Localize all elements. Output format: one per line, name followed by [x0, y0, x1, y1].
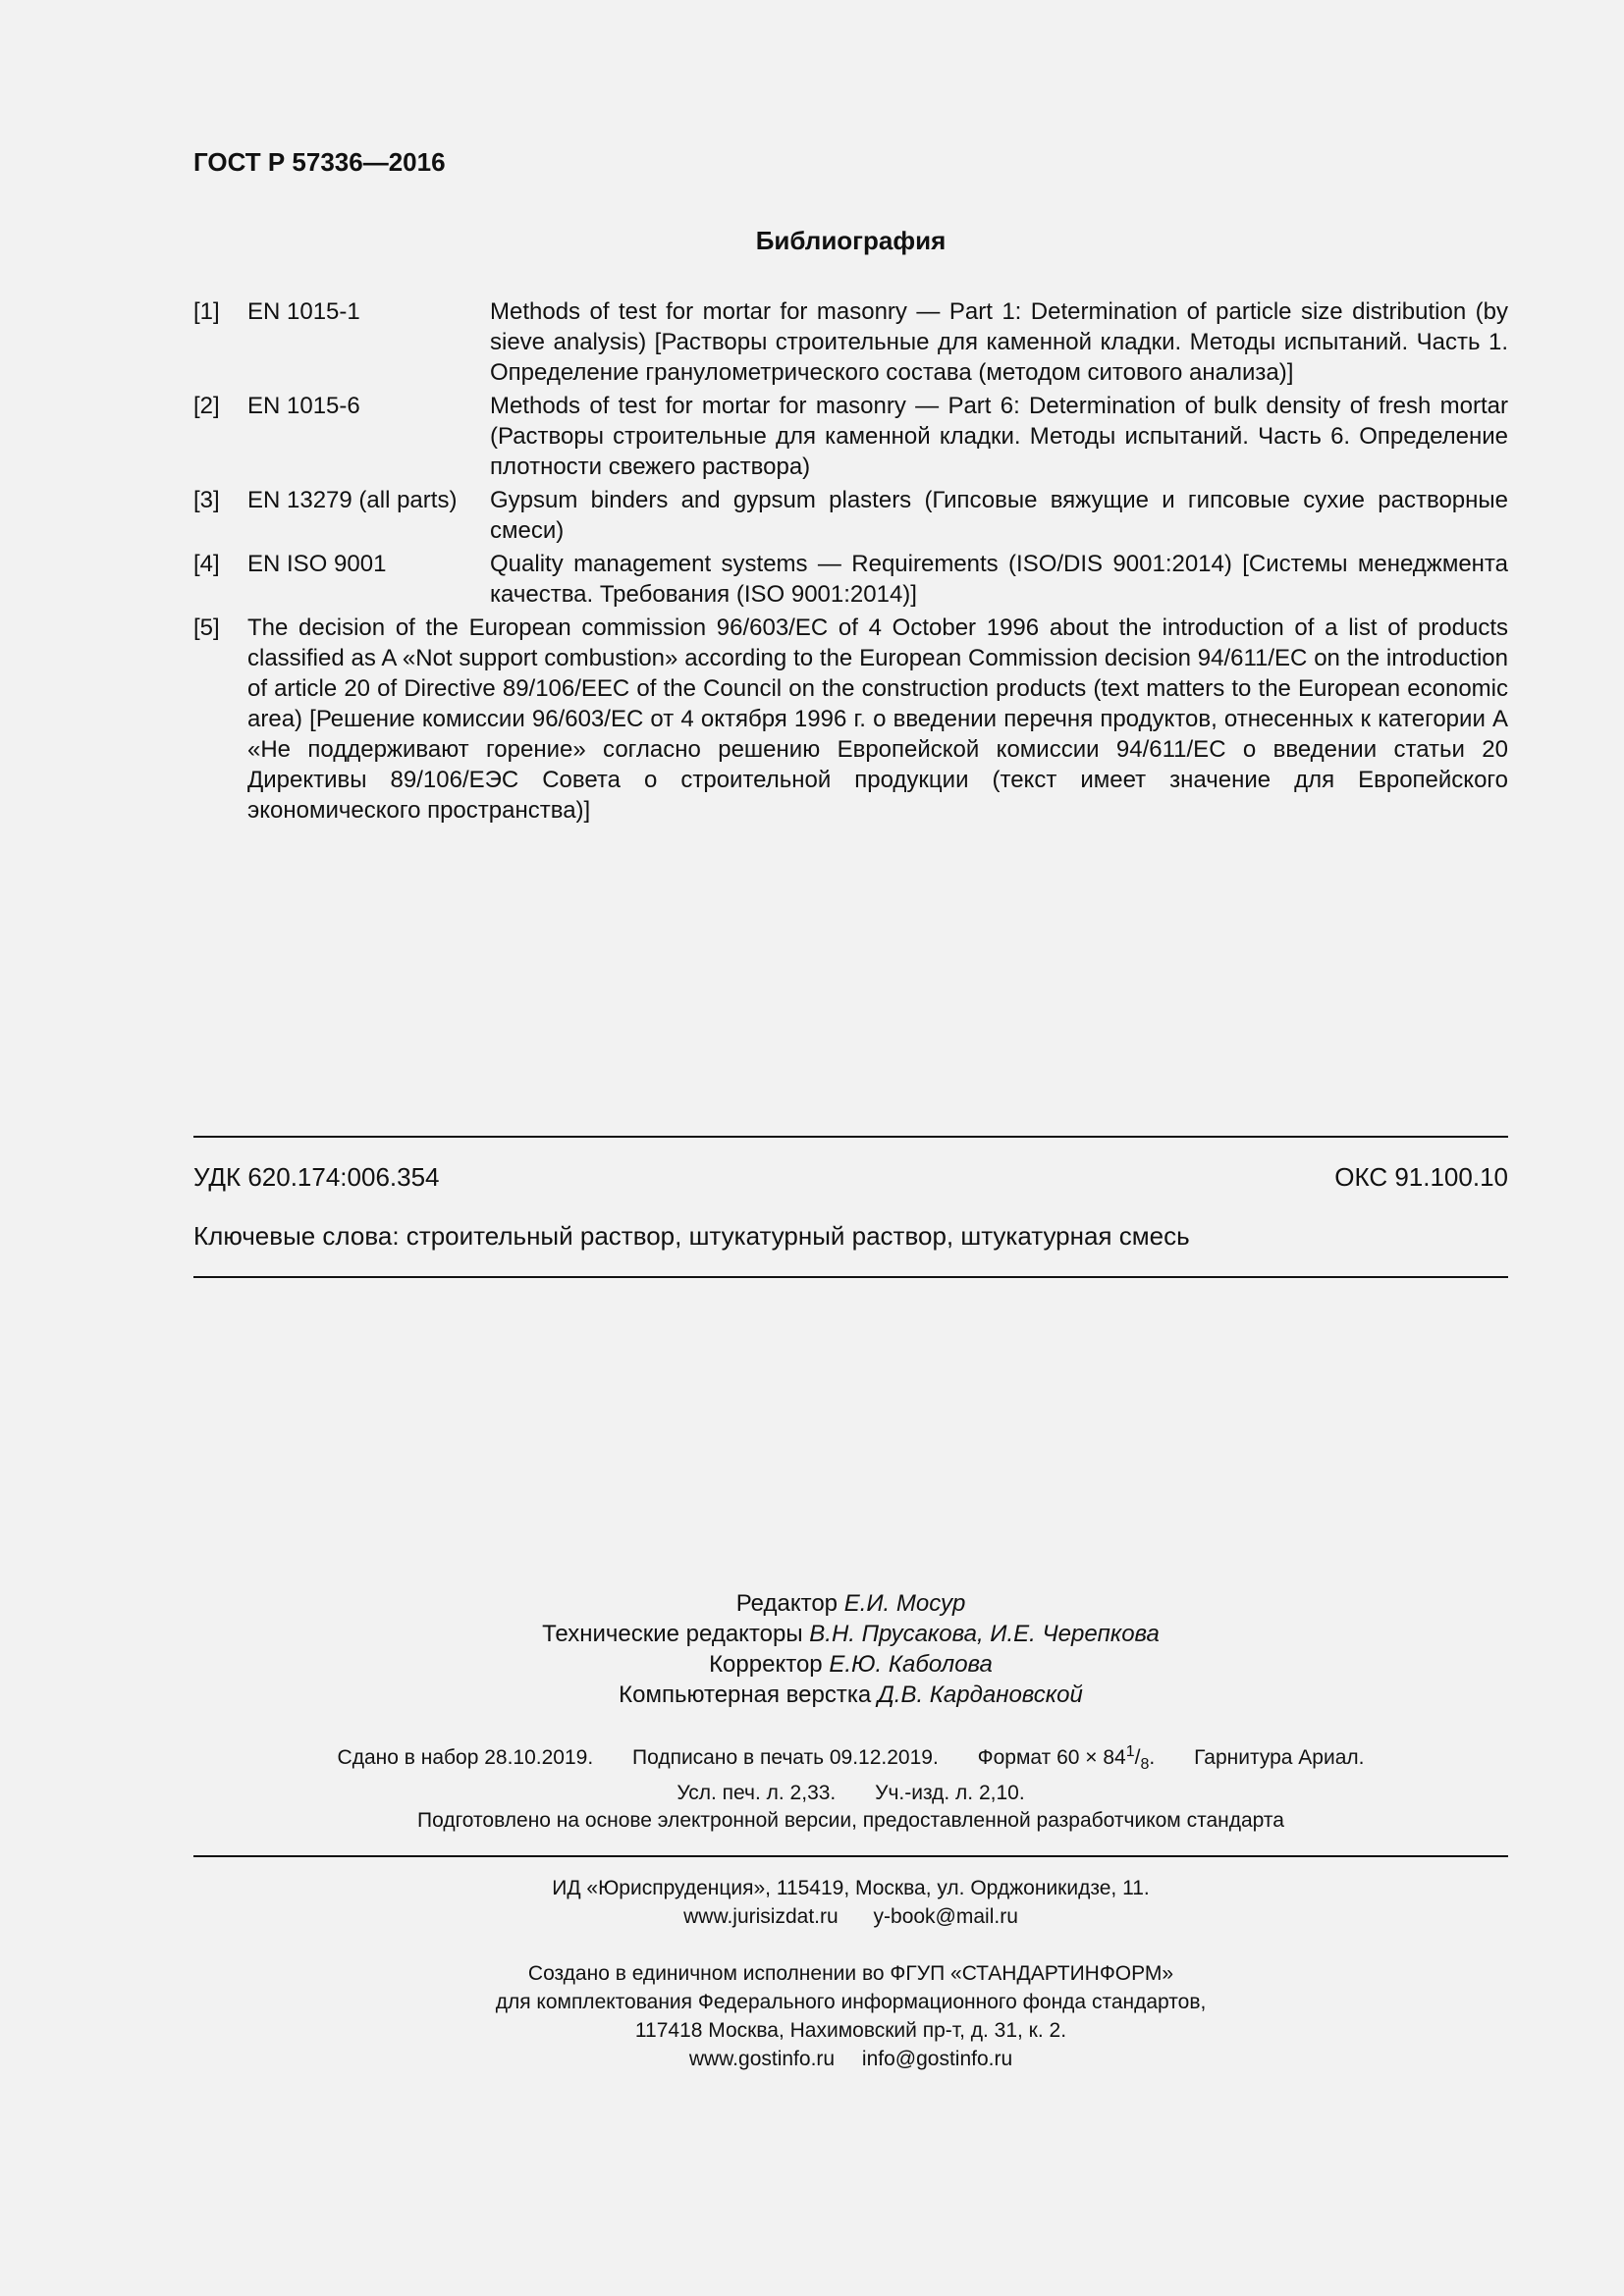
credit-name: В.Н. Прусакова, И.Е. Черепкова	[809, 1621, 1160, 1647]
entry-text: Methods of test for mortar for masonry — Part 1: Determination of particle size distribution (by sieve analysis) [Растворы строительные для каменной кладки. Методы испытаний. Часть 1. Определение гранулометрического состава (методом ситового анализа)]	[490, 298, 1508, 386]
entry-number: [3]	[193, 487, 220, 513]
publication-sheets: Уч.-изд. л. 2,10.	[875, 1782, 1025, 1805]
format-numerator: 1	[1125, 1743, 1135, 1760]
credit-tech-editors	[0, 1619, 1624, 1649]
publisher-site-link: www.jurisizdat.ru	[683, 1905, 839, 1928]
submitted-date: Сдано в набор 28.10.2019.	[337, 1746, 594, 1769]
credit-name: Е.И. Мосур	[843, 1590, 966, 1617]
print-info	[0, 1737, 1624, 1807]
entry-number: [5]	[193, 614, 220, 641]
divider	[193, 1136, 1508, 1138]
format-prefix: Формат 60 × 84	[977, 1746, 1126, 1769]
entry-code: EN 1015-1	[247, 298, 360, 325]
udk-code: УДК 620.174:006.354	[193, 1162, 440, 1192]
credit-corrector	[0, 1649, 1624, 1680]
credit-editor	[0, 1588, 1624, 1619]
gostinfo-site-link: www.gostinfo.ru	[688, 2048, 836, 2070]
credit-label: Технические редакторы	[542, 1621, 803, 1647]
print-info-line1	[0, 1737, 1624, 1779]
credit-label: Корректор	[709, 1651, 823, 1678]
entry-number: [1]	[193, 298, 220, 325]
keywords: Ключевые слова: строительный раствор, штукатурный раствор, штукатурная смесь	[193, 1221, 1190, 1251]
created-line3: 117418 Москва, Нахимовский пр-т, д. 31, к. 2.	[634, 2019, 1067, 2042]
entry-number: [4]	[193, 551, 220, 577]
document-code: ГОСТ Р 57336—2016	[193, 147, 446, 177]
divider	[193, 1276, 1508, 1278]
oks-code: ОКС 91.100.10	[1334, 1162, 1508, 1192]
entry-code: EN 1015-6	[247, 393, 360, 419]
credits	[0, 1588, 1624, 1710]
format-suffix: .	[1149, 1746, 1156, 1769]
gostinfo-email: info@gostinfo.ru	[861, 2048, 1013, 2070]
spacer	[0, 1931, 1624, 1959]
entry-text: Methods of test for mortar for masonry — Part 6: Determination of bulk density of fresh mortar (Растворы строительные для каменной кладки. Методы испытаний. Часть 6. Определение плотности свежего раствора)	[490, 393, 1508, 480]
bibliography-entry	[193, 485, 1508, 546]
credit-name: Д.В. Кардановской	[877, 1682, 1083, 1708]
bibliography-entry	[193, 613, 1508, 826]
format-denominator: 8	[1140, 1756, 1150, 1774]
bibliography-list	[193, 296, 1508, 828]
entry-text: Gypsum binders and gypsum plasters (Гипсовые вяжущие и гипсовые сухие растворные смеси)	[490, 487, 1508, 544]
prepared-note: Подготовлено на основе электронной версии, предоставленной разработчиком стандарта	[417, 1809, 1284, 1832]
gostinfo-contacts	[0, 2045, 1624, 2073]
bibliography-title: Библиография	[755, 226, 947, 255]
entry-text: The decision of the European commission 96/603/EC of 4 October 1996 about the introduction of a list of products classified as A «Not support combustion» according to the European Commission decision 94/611/EC on the introduction of article 20 of Directive 89/106/EEC of the Council on the construction products (text matters to the European economic area) [Решение комиссии 96/603/ЕС от 4 октября 1996 г. о введении перечня продуктов, отнесенных к категории А «Не поддерживают горение» согласно решению Европейской комиссии 94/611/ЕС о введении статьи 20 Директивы 89/106/ЕЭС Совета о строительной продукции (текст имеет значение для Европейского экономического пространства)]	[247, 614, 1508, 824]
credit-label: Компьютерная верстка	[619, 1682, 872, 1708]
bibliography-entry	[193, 391, 1508, 482]
publisher-email: y-book@mail.ru	[873, 1905, 1018, 1928]
created-line1: Создано в единичном исполнении во ФГУП «СТАНДАРТИНФОРМ»	[527, 1962, 1174, 1985]
classification-row	[193, 1162, 1508, 1193]
paper-format: Формат $60 \times 84^1/_8$.	[977, 1743, 1156, 1774]
divider	[193, 1855, 1508, 1857]
print-info-line2	[0, 1779, 1624, 1807]
publisher-contacts	[0, 1902, 1624, 1931]
created-line2: для комплектования Федерального информационного фонда стандартов,	[495, 1991, 1207, 2013]
typeface: Гарнитура Ариал.	[1194, 1746, 1365, 1769]
printed-sheets: Усл. печ. л. 2,33.	[677, 1782, 837, 1805]
entry-code: EN ISO 9001	[247, 551, 387, 577]
bibliography-entry	[193, 549, 1508, 610]
signed-date: Подписано в печать 09.12.2019.	[632, 1746, 939, 1769]
credit-label: Редактор	[735, 1590, 839, 1617]
entry-number: [2]	[193, 393, 220, 419]
publisher-info	[0, 1874, 1624, 2073]
entry-code: EN 13279 (all parts)	[247, 487, 458, 513]
entry-text: Quality management systems — Requirements (ISO/DIS 9001:2014) [Системы менеджмента качества. Требования (ISO 9001:2014)]	[490, 551, 1508, 608]
credit-layout	[0, 1680, 1624, 1710]
publisher-address: ИД «Юриспруденция», 115419, Москва, ул. Орджоникидзе, 11.	[552, 1877, 1150, 1899]
bibliography-entry	[193, 296, 1508, 388]
credit-name: Е.Ю. Каболова	[829, 1651, 993, 1678]
